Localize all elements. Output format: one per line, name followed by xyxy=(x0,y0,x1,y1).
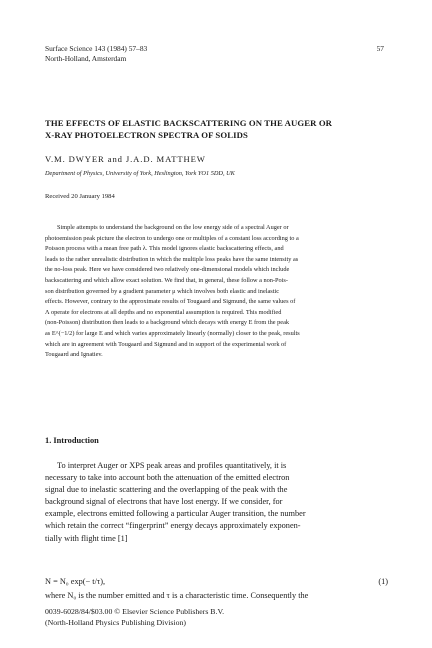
body-line: To interpret Auger or XPS peak areas and profiles quantitatively, it is xyxy=(57,461,287,470)
body-line: where N₀ is the number emitted and τ is a characteristic time. Consequently the xyxy=(45,591,309,600)
equation-text: N = N₀ exp(− t/τ), xyxy=(45,577,106,586)
abstract-line: photoemission peak picture the electron to undergo one or multiples of a constant loss according to a xyxy=(45,234,299,242)
abstract-line: backscattering and which allow exact solution. We find that, in general, these follow a non-Pois- xyxy=(45,276,288,284)
abstract-line: son distribution governed by a gradient parameter μ which involves both elastic and inelastic xyxy=(45,287,280,295)
abstract-line: (non-Poisson) distribution then leads to a background which decays with energy E from the peak xyxy=(45,319,290,327)
copyright-footer xyxy=(45,606,224,628)
abstract-line: Λ operate for electrons at all depths and no exponential assumption is required. This modified xyxy=(45,308,282,316)
abstract-line: effects. However, contrary to the approximate results of Tougaard and Sigmund, the same values of xyxy=(45,298,296,306)
intro-paragraph xyxy=(45,460,388,545)
received-date: Received 20 January 1984 xyxy=(45,193,115,200)
body-line: which retain the correct “fingerprint” energy decays approximately exponen- xyxy=(45,521,301,531)
journal-name-line: Surface Science 143 (1984) 57–83 xyxy=(45,44,148,53)
abstract-line: Simple attempts to understand the background on the low energy side of a spectral Auger or xyxy=(57,224,289,231)
author-affiliation: Department of Physics, University of York, Heslington, York YO1 5DD, UK xyxy=(45,170,235,177)
title-line-1: THE EFFECTS OF ELASTIC BACKSCATTERING ON THE AUGER OR xyxy=(45,118,333,128)
body-line: example, electrons emitted following a particular Auger transition, the number xyxy=(45,509,306,519)
body-line: background signal of electrons that have lost energy. If we consider, for xyxy=(45,497,283,507)
abstract xyxy=(45,223,387,361)
journal-citation xyxy=(45,44,147,64)
abstract-line: which are in agreement with Tougaard and Sigmund and in support of the experimental work of xyxy=(45,340,287,348)
paper-title xyxy=(45,117,390,141)
body-line: necessary to take into account both the attenuation of the emitted electron xyxy=(45,473,290,483)
equation-1 xyxy=(45,576,388,588)
title-line-2: X-RAY PHOTOELECTRON SPECTRA OF SOLIDS xyxy=(45,130,248,140)
equation-number: (1) xyxy=(378,577,388,586)
publisher-line: North-Holland, Amsterdam xyxy=(45,54,127,63)
abstract-line: as E^(−1/2) for large E and which varies approximately linearly (normally) closer to the peak, results xyxy=(45,329,300,337)
abstract-line: Poisson process with a mean free path λ. This model ignores elastic backscattering effects, and xyxy=(45,245,284,253)
page-number: 57 xyxy=(376,44,384,53)
section-heading: 1. Introduction xyxy=(45,436,99,445)
author-list: V.M. DWYER and J.A.D. MATTHEW xyxy=(45,154,206,164)
issn-copyright-line: 0039-6028/84/$03.00 © Elsevier Science Publishers B.V. xyxy=(45,607,225,616)
body-line: tially with flight time [1] xyxy=(45,533,128,543)
abstract-line: Tougaard and Ignatiev. xyxy=(45,351,103,359)
post-equation-paragraph xyxy=(45,590,388,602)
abstract-line: the no-loss peak. Here we have considered two relatively one-dimensional models which include xyxy=(45,266,290,274)
publisher-division-line: (North-Holland Physics Publishing Division) xyxy=(45,618,186,627)
abstract-line: leads to the rather unrealistic distribution in which the multiple loss peaks have the same intensity as xyxy=(45,255,299,263)
body-line: signal due to inelastic scattering and the overlapping of the peak with the xyxy=(45,485,288,495)
